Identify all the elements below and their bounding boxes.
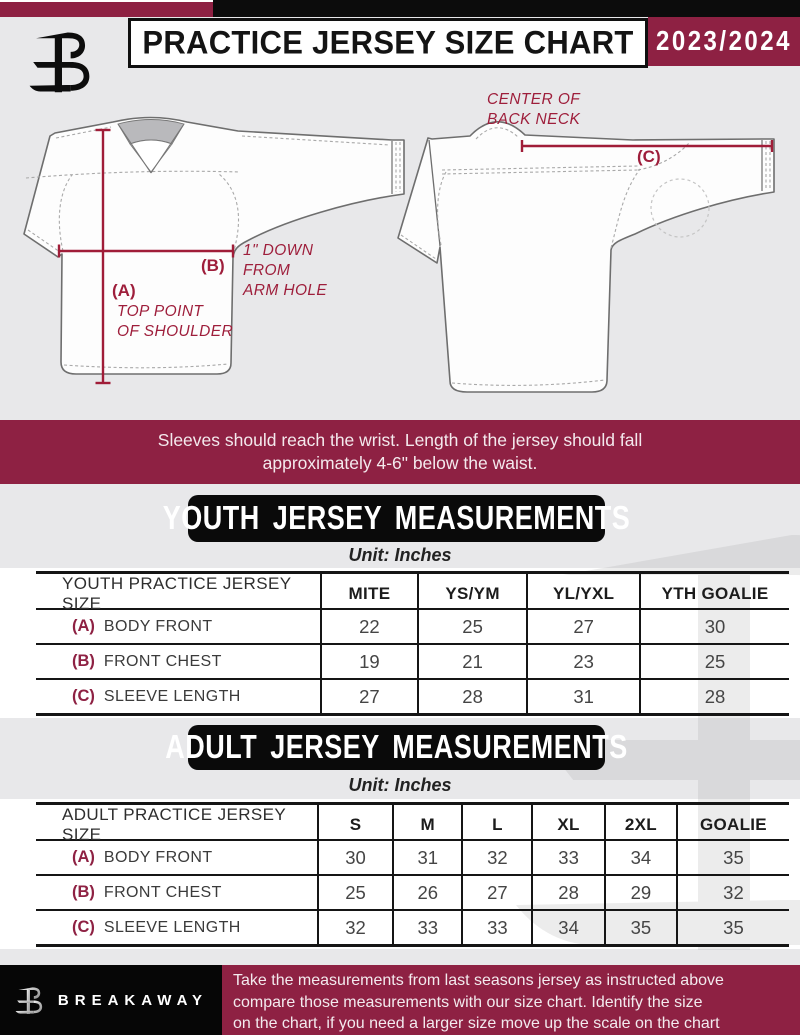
table-cell: 28 — [639, 680, 789, 713]
footer-line: on the chart, if you need a larger size move up the scale on the chart — [233, 1015, 720, 1032]
adult-section-heading: ADULT JERSEY MEASUREMENTS — [188, 725, 605, 770]
table-cell: 33 — [461, 911, 531, 944]
column-header: MITE — [320, 574, 417, 614]
column-header: GOALIE — [676, 805, 789, 845]
column-header: XL — [531, 805, 603, 845]
column-header: M — [392, 805, 461, 845]
table-cell: 21 — [417, 645, 526, 678]
breakaway-logo-icon — [26, 24, 98, 100]
table-cell: 35 — [676, 841, 789, 874]
column-header: ADULT PRACTICE JERSEY SIZE — [62, 805, 286, 844]
table-cell: 29 — [604, 876, 676, 909]
table-cell: 28 — [417, 680, 526, 713]
table-cell: 33 — [392, 911, 461, 944]
column-header: S — [317, 805, 392, 845]
table-header-row — [36, 574, 789, 613]
column-header: YL/YXL — [526, 574, 639, 614]
table-cell: 33 — [531, 841, 603, 874]
header-black-strip — [213, 0, 800, 17]
table-row — [36, 645, 789, 680]
column-header: YOUTH PRACTICE JERSEY SIZE — [62, 574, 292, 613]
table-cell: 26 — [392, 876, 461, 909]
table-cell: 27 — [320, 680, 417, 713]
table-cell: 32 — [317, 911, 392, 944]
fit-instruction-banner — [0, 420, 800, 484]
footer-line: compare those measurements with our size chart. Identify the size — [233, 993, 703, 1011]
measure-key: (A) — [72, 617, 95, 635]
column-header: L — [461, 805, 531, 845]
table-cell: 23 — [526, 645, 639, 678]
measure-key: (A) — [72, 848, 95, 866]
table-cell: 28 — [531, 876, 603, 909]
measure-c-key: (C) — [637, 147, 661, 166]
page-title: PRACTICE JERSEY SIZE CHART — [142, 24, 634, 61]
measure-label: FRONT CHEST — [103, 883, 222, 901]
measure-a-key: (A) — [112, 281, 136, 300]
measure-label: SLEEVE LENGTH — [103, 687, 241, 705]
column-header: YTH GOALIE — [639, 574, 789, 614]
table-cell: 27 — [526, 610, 639, 643]
table-cell: 34 — [604, 841, 676, 874]
table-cell: 31 — [392, 841, 461, 874]
season-label: 2023/2024 — [656, 25, 792, 57]
back-jersey-diagram — [392, 100, 792, 410]
header-maroon-strip — [0, 2, 213, 17]
front-jersey-diagram — [14, 108, 406, 392]
measure-label: FRONT CHEST — [103, 652, 222, 670]
brand-name: BREAKAWAY — [57, 991, 209, 1009]
table-row — [36, 876, 789, 911]
measure-key: (C) — [72, 687, 95, 705]
measure-b-key: (B) — [201, 256, 225, 275]
table-row — [36, 841, 789, 876]
measure-label: SLEEVE LENGTH — [103, 918, 241, 936]
column-header: 2XL — [604, 805, 676, 845]
table-cell: 19 — [320, 645, 417, 678]
table-cell: 32 — [461, 841, 531, 874]
shoulder-note: TOP POINT OF SHOULDER — [117, 303, 234, 340]
table-cell: 22 — [320, 610, 417, 643]
measure-label: BODY FRONT — [103, 617, 213, 635]
adult-size-table — [36, 802, 789, 947]
season-badge — [648, 17, 800, 66]
youth-unit-label: Unit: Inches — [348, 545, 452, 565]
banner-line: approximately 4-6" below the waist. — [262, 453, 538, 473]
table-cell: 27 — [461, 876, 531, 909]
table-header-row — [36, 805, 789, 844]
arm-hole-note: 1" DOWN FROM ARM HOLE — [243, 242, 328, 299]
footer-brand-block — [0, 965, 222, 1035]
measure-label: BODY FRONT — [103, 848, 213, 866]
table-cell: 35 — [676, 911, 789, 944]
table-row — [36, 911, 789, 944]
table-cell: 25 — [417, 610, 526, 643]
table-cell: 25 — [639, 645, 789, 678]
table-cell: 31 — [526, 680, 639, 713]
youth-section-heading: YOUTH JERSEY MEASUREMENTS — [188, 495, 605, 542]
banner-line: Sleeves should reach the wrist. Length of the jersey should fall — [157, 430, 643, 450]
column-header: YS/YM — [417, 574, 526, 614]
table-cell: 35 — [604, 911, 676, 944]
table-cell: 25 — [317, 876, 392, 909]
footer-line: Take the measurements from last seasons jersey as instructed above — [233, 972, 724, 989]
table-cell: 30 — [317, 841, 392, 874]
table-cell: 30 — [639, 610, 789, 643]
adult-unit-label: Unit: Inches — [348, 775, 452, 795]
breakaway-logo-icon — [14, 983, 46, 1018]
measure-key: (B) — [72, 652, 95, 670]
title-box — [128, 18, 648, 68]
table-row — [36, 610, 789, 645]
table-cell: 34 — [531, 911, 603, 944]
table-row — [36, 680, 789, 713]
table-cell: 32 — [676, 876, 789, 909]
center-back-neck-note: CENTER OF BACK NECK — [487, 91, 581, 128]
youth-size-table — [36, 571, 789, 716]
footer-instructions — [222, 965, 800, 1035]
measure-key: (C) — [72, 918, 95, 936]
measure-key: (B) — [72, 883, 95, 901]
